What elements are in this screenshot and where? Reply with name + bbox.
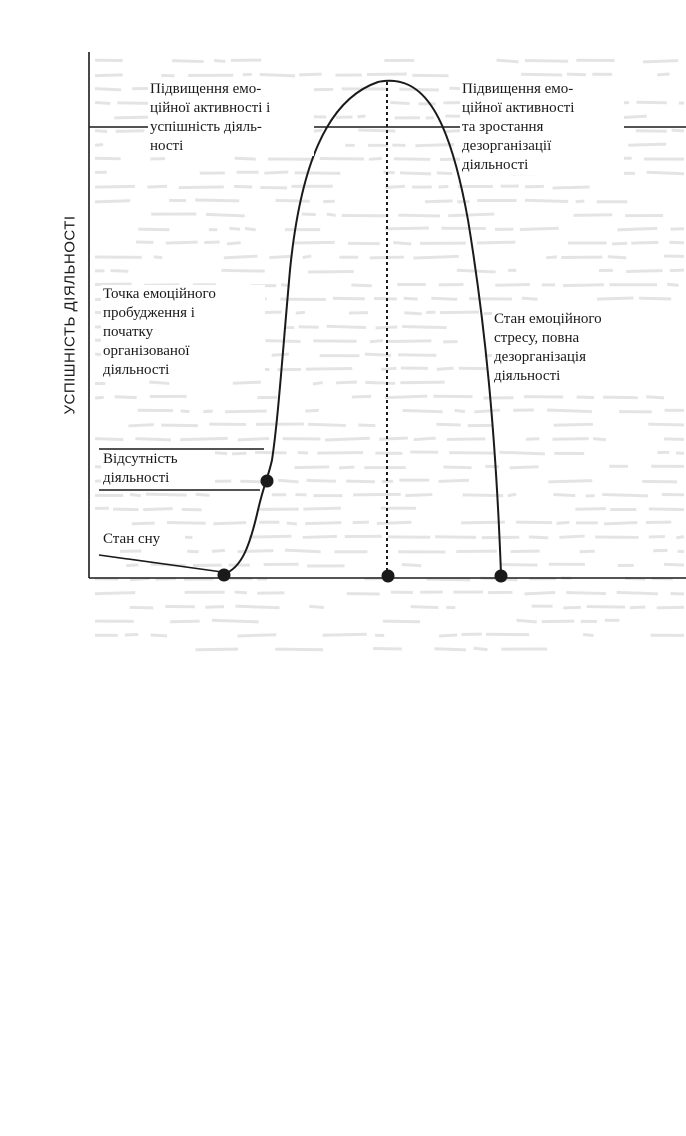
center-point (382, 570, 395, 583)
peak-left-label: Підвищення емо- ційної активності і успішність діяль- ності (148, 80, 314, 156)
stress-label: Стан емоційного стресу, повна дезорганізація діяльності (492, 310, 686, 386)
stress-point (495, 570, 508, 583)
peak-right-label: Підвищення емо- ційної активності та зростання дезорганізації діяльності (460, 80, 624, 175)
no-activity-label: Відсутність діяльності (101, 450, 215, 488)
awakening-point (261, 475, 274, 488)
sleep-label: Стан сну (101, 530, 185, 549)
sleep-point (218, 569, 231, 582)
awakening-label: Точка емоційного пробудження і початку організованої діяльності (101, 285, 265, 380)
sleep-leader-line (99, 555, 222, 572)
y-axis-label: УСПІШНІСТЬ ДІЯЛЬНОСТІ (62, 212, 79, 417)
